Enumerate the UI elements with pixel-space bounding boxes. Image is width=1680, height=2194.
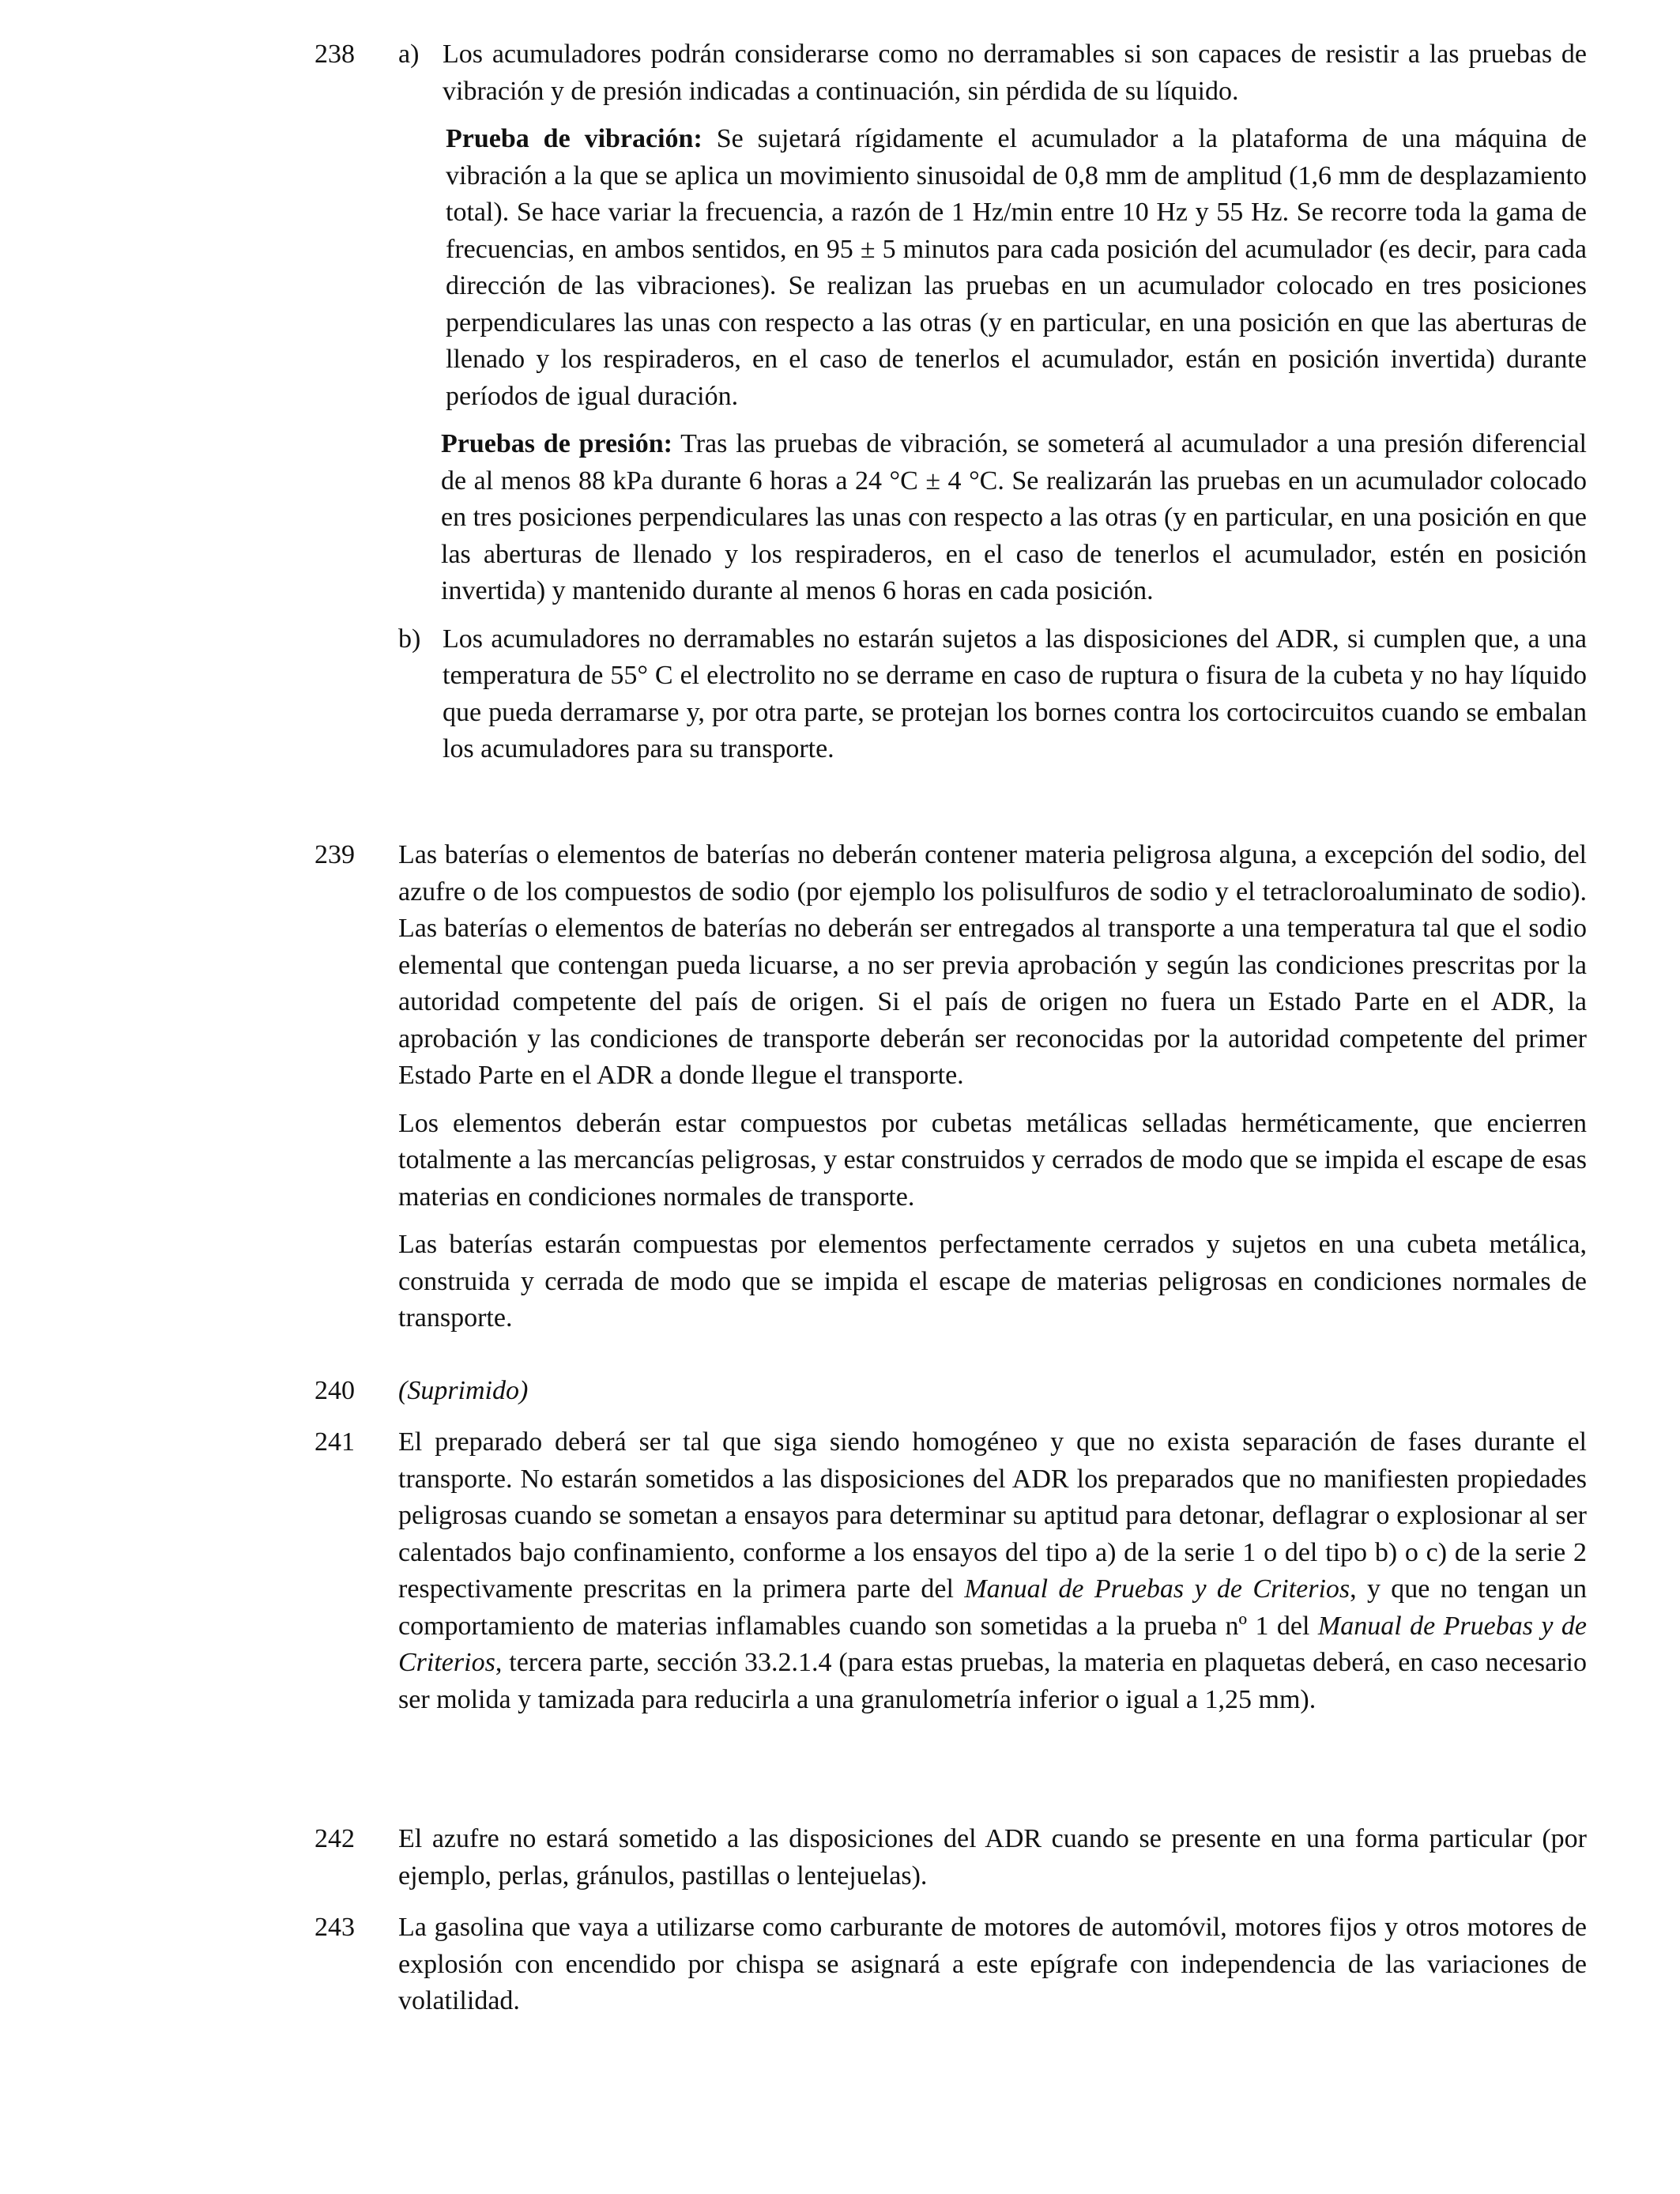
paragraph: La gasolina que vaya a utilizarse como carburante de motores de automóvil, motores fijos y otros motores de explosión con encendido por chispa se asignará a este epígrafe con independencia de las variaciones de volatilidad. [398, 1913, 1587, 2015]
pressure-test-title: Pruebas de presión: [441, 429, 672, 458]
manual-title: Manual de Pruebas y de Criterios [398, 1611, 1587, 1677]
provision-number: 238 [315, 40, 355, 69]
provision-number: 240 [315, 1376, 355, 1405]
subitem-a [398, 36, 1587, 110]
text-run: , y que no tengan un comportamiento de materias inflamables cuando son sometidas a la prueba nº 1 del [398, 1574, 1588, 1641]
subitem-label: a) [398, 40, 420, 69]
provision-body [398, 1373, 1587, 1410]
paragraph-1: Las baterías o elementos de baterías no deberán contener materia peligrosa alguna, a excepción del sodio, del azufre o de los compuestos de sodio (por ejemplo los polisulfuros de sodio y el tetracloroaluminato de sodio). Las baterías o elementos de baterías no deberán ser entregados al transporte a una temperatura tal que el sodio elemental que contengan pueda licuarse, a no ser previa aprobación y según las condiciones prescritas por la autoridad competente del país de origen. Si el país de origen no fuera un Estado Parte en el ADR, la aprobación y las condiciones de transporte deberán ser reconocidas por la autoridad competente del primer Estado Parte en el ADR a donde llegue el transporte. [398, 840, 1587, 1090]
text-run: El preparado deberá ser tal que siga siendo homogéneo y que no exista separación de fases durante el transporte. No estarán sometidos a las disposiciones del ADR los preparados que no manifiesten propiedades peligrosas cuando se sometan a ensayos para determinar su aptitud para detonar, deflagrar o explosionar al ser calentados bajo confinamiento, conforme a los ensayos del tipo a) de la serie 1 o del tipo b) o c) de la serie 2 respectivamente prescritas en la primera parte del [398, 1427, 1587, 1604]
pressure-test-paragraph [441, 426, 1587, 610]
paragraph [398, 1424, 1587, 1718]
paragraph-3: Las baterías estarán compuestas por elementos perfectamente cerrados y sujetos en una cubeta metálica, construida y cerrada de modo que se impida el escape de materias peligrosas en condiciones normales de transporte. [398, 1230, 1587, 1333]
suppressed-text: (Suprimido) [398, 1376, 529, 1405]
provision-238 [315, 36, 1587, 768]
subitem-text: Los acumuladores podrán considerarse como no derramables si son capaces de resistir a las pruebas de vibración y de presión indicadas a continuación, sin pérdida de su líquido. [443, 40, 1587, 106]
subitem-b [398, 621, 1587, 768]
provision-241 [315, 1424, 1587, 1718]
paragraph: El azufre no estará sometido a las disposiciones del ADR cuando se presente en una forma particular (por ejemplo, perlas, gránulos, pastillas o lentejuelas). [398, 1824, 1587, 1891]
provision-body [398, 1821, 1587, 1894]
provision-243 [315, 1909, 1587, 2020]
vibration-test-title: Prueba de vibración: [446, 124, 703, 153]
paragraph-2: Los elementos deberán estar compuestos por cubetas metálicas selladas herméticamente, que encierren totalmente a las mercancías peligrosas, y estar construidos y cerrados de modo que se impida el escape de esas materias en condiciones normales de transporte. [398, 1108, 1587, 1212]
vibration-test-text: Se sujetará rígidamente el acumulador a la plataforma de una máquina de vibración a la que se aplica un movimiento sinusoidal de 0,8 mm de amplitud (1,6 mm de desplazamiento total). Se hace variar la frecuencia, a razón de 1 Hz/min entre 10 Hz y 55 Hz. Se recorre toda la gama de frecuencias, en ambos sentidos, en 95 ± 5 minutos para cada posición del acumulador (es decir, para cada dirección de las vibraciones). Se realizan las pruebas en un acumulador colocado en tres posiciones perpendiculares las unas con respecto a las otras (y en particular, en una posición en que las aberturas de llenado y los respiraderos, en el caso de tenerlos el acumulador, están en posición invertida) durante períodos de igual duración. [446, 124, 1587, 411]
provision-number: 243 [315, 1913, 355, 1942]
provision-body [398, 837, 1587, 1337]
provision-body [398, 1909, 1587, 2020]
pressure-test-text: Tras las pruebas de vibración, se someterá al acumulador a una presión diferencial de al menos 88 kPa durante 6 horas a 24 °C ± 4 °C. Se realizarán las pruebas en un acumulador colocado en tres posiciones perpendiculares las unas con respecto a las otras (y en particular, en una posición en que las aberturas de llenado y los respiraderos, en el caso de tenerlos el acumulador, estén en posición invertida) y mantenido durante al menos 6 horas en cada posición. [441, 429, 1587, 605]
subitem-text: Los acumuladores no derramables no estarán sujetos a las disposiciones del ADR, si cumplen que, a una temperatura de 55° C el electrolito no se derrame en caso de ruptura o fisura de la cubeta y no hay líquido que pueda derramarse y, por otra parte, se protejan los bornes contra los cortocircuitos cuando se embalan los acumuladores para su transporte. [443, 624, 1587, 763]
manual-title: Manual de Pruebas y de Criterios [964, 1574, 1350, 1604]
provision-240 [315, 1373, 1587, 1410]
text-run: , tercera parte, sección 33.2.1.4 (para estas pruebas, la materia en plaquetas deberá, en caso necesario ser molida y tamizada para reducirla a una granulometría inferior o igual a 1,25 mm). [398, 1648, 1587, 1714]
provision-239 [315, 837, 1587, 1337]
provision-number: 242 [315, 1824, 355, 1853]
subitem-label: b) [398, 624, 421, 654]
provision-242 [315, 1821, 1587, 1894]
vibration-test-paragraph [446, 121, 1587, 415]
provision-number: 239 [315, 840, 355, 869]
provision-body [398, 36, 1587, 768]
provision-body [398, 1424, 1587, 1718]
provision-number: 241 [315, 1427, 355, 1457]
